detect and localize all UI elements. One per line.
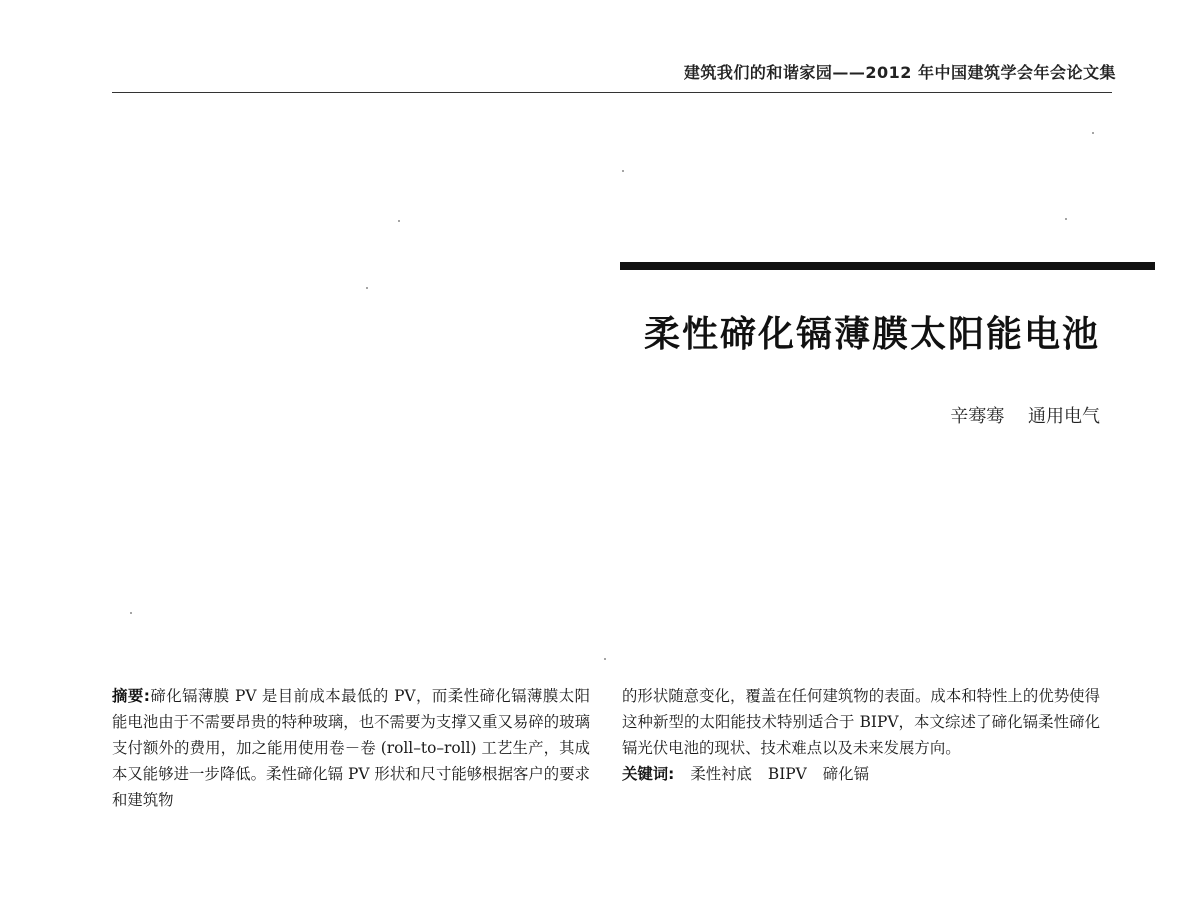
- keyword-item: 碲化镉: [822, 765, 869, 783]
- scan-speck: [398, 220, 400, 222]
- title-bar: [620, 262, 1155, 270]
- abstract-continuation: 的形状随意变化，覆盖在任何建筑物的表面。成本和特性上的优势使得这种新型的太阳能技术特别适合于 BIPV，本文综述了碲化镉柔性碲化镉光伏电池的现状、技术难点以及未来发展方向。: [622, 687, 1100, 757]
- keywords-label: 关键词:: [622, 765, 675, 783]
- keyword-item: BIPV: [767, 765, 807, 783]
- author-name: 辛骞骞: [950, 406, 1005, 427]
- keyword-item: 柔性衬底: [690, 765, 752, 783]
- abstract-right-column: [622, 683, 1100, 787]
- scan-speck: [622, 170, 624, 172]
- scan-speck: [366, 287, 368, 289]
- byline: [950, 402, 1100, 428]
- abstract-label: 摘要:: [112, 687, 150, 705]
- author-affiliation: 通用电气: [1028, 406, 1100, 427]
- running-header: 建筑我们的和谐家园——2012 年中国建筑学会年会论文集: [683, 63, 1116, 82]
- scan-speck: [130, 612, 132, 614]
- keywords-line: [622, 761, 1100, 787]
- scan-speck: [1065, 218, 1067, 220]
- abstract-text-left: 碲化镉薄膜 PV 是目前成本最低的 PV，而柔性碲化镉薄膜太阳能电池由于不需要昂贵的特种玻璃，也不需要为支撑又重又易碎的玻璃支付额外的费用，加之能用使用卷－卷 (roll–to–roll) 工艺生产，其成本又能够进一步降低。柔性碲化镉 PV 形状和尺寸能够根据客户的要求和建筑物: [112, 687, 590, 809]
- header-rule: [112, 92, 1112, 93]
- abstract-left-column: [112, 683, 590, 813]
- abstract-paragraph: [112, 683, 590, 813]
- scan-speck: [1092, 132, 1094, 134]
- paper-title: 柔性碲化镉薄膜太阳能电池: [643, 314, 1100, 355]
- scan-speck: [604, 658, 606, 660]
